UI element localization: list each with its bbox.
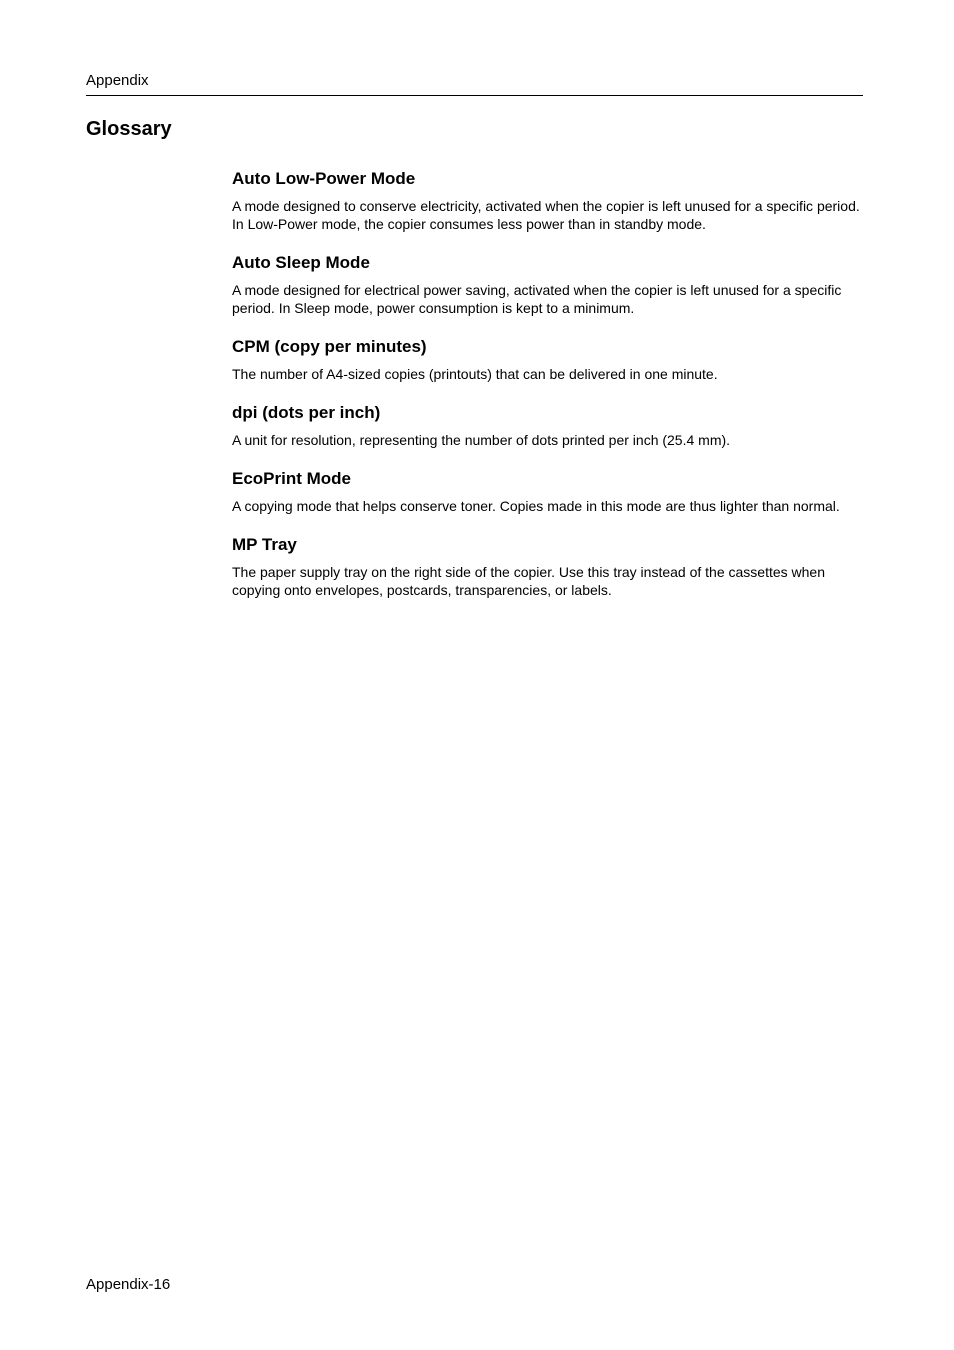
glossary-definition: The paper supply tray on the right side of the copier. Use this tray instead of the cassettes when copying onto envelopes, postcards, transparencies, or labels.: [232, 564, 825, 598]
glossary-term: Auto Low-Power Mode: [232, 169, 416, 188]
glossary-definition: A unit for resolution, representing the number of dots printed per inch (25.4 mm).: [232, 432, 731, 448]
glossary-term: Auto Sleep Mode: [232, 253, 370, 272]
glossary-list: [232, 168, 864, 618]
header-rule: [86, 95, 863, 96]
glossary-term: MP Tray: [232, 535, 297, 554]
glossary-entry-auto-low-power-mode: [232, 168, 864, 233]
glossary-definition: A mode designed for electrical power saving, activated when the copier is left unused for a specific period. In Sleep mode, power consumption is kept to a minimum.: [232, 282, 842, 316]
glossary-entry-dpi: [232, 402, 864, 449]
page-number: Appendix-16: [86, 1276, 171, 1293]
glossary-definition: The number of A4-sized copies (printouts) that can be delivered in one minute.: [232, 366, 718, 382]
running-header: Appendix: [86, 72, 149, 89]
glossary-entry-cpm: [232, 336, 864, 383]
glossary-entry-mp-tray: [232, 534, 864, 599]
glossary-entry-ecoprint-mode: [232, 468, 864, 515]
glossary-term: CPM (copy per minutes): [232, 337, 427, 356]
glossary-definition: A mode designed to conserve electricity, activated when the copier is left unused for a specific period. In Low-Power mode, the copier consumes less power than in standby mode.: [232, 198, 860, 232]
glossary-term: EcoPrint Mode: [232, 469, 352, 488]
page-title: Glossary: [86, 118, 172, 140]
glossary-term: dpi (dots per inch): [232, 403, 381, 422]
glossary-entry-auto-sleep-mode: [232, 252, 864, 317]
glossary-definition: A copying mode that helps conserve toner. Copies made in this mode are thus lighter than normal.: [232, 498, 840, 514]
